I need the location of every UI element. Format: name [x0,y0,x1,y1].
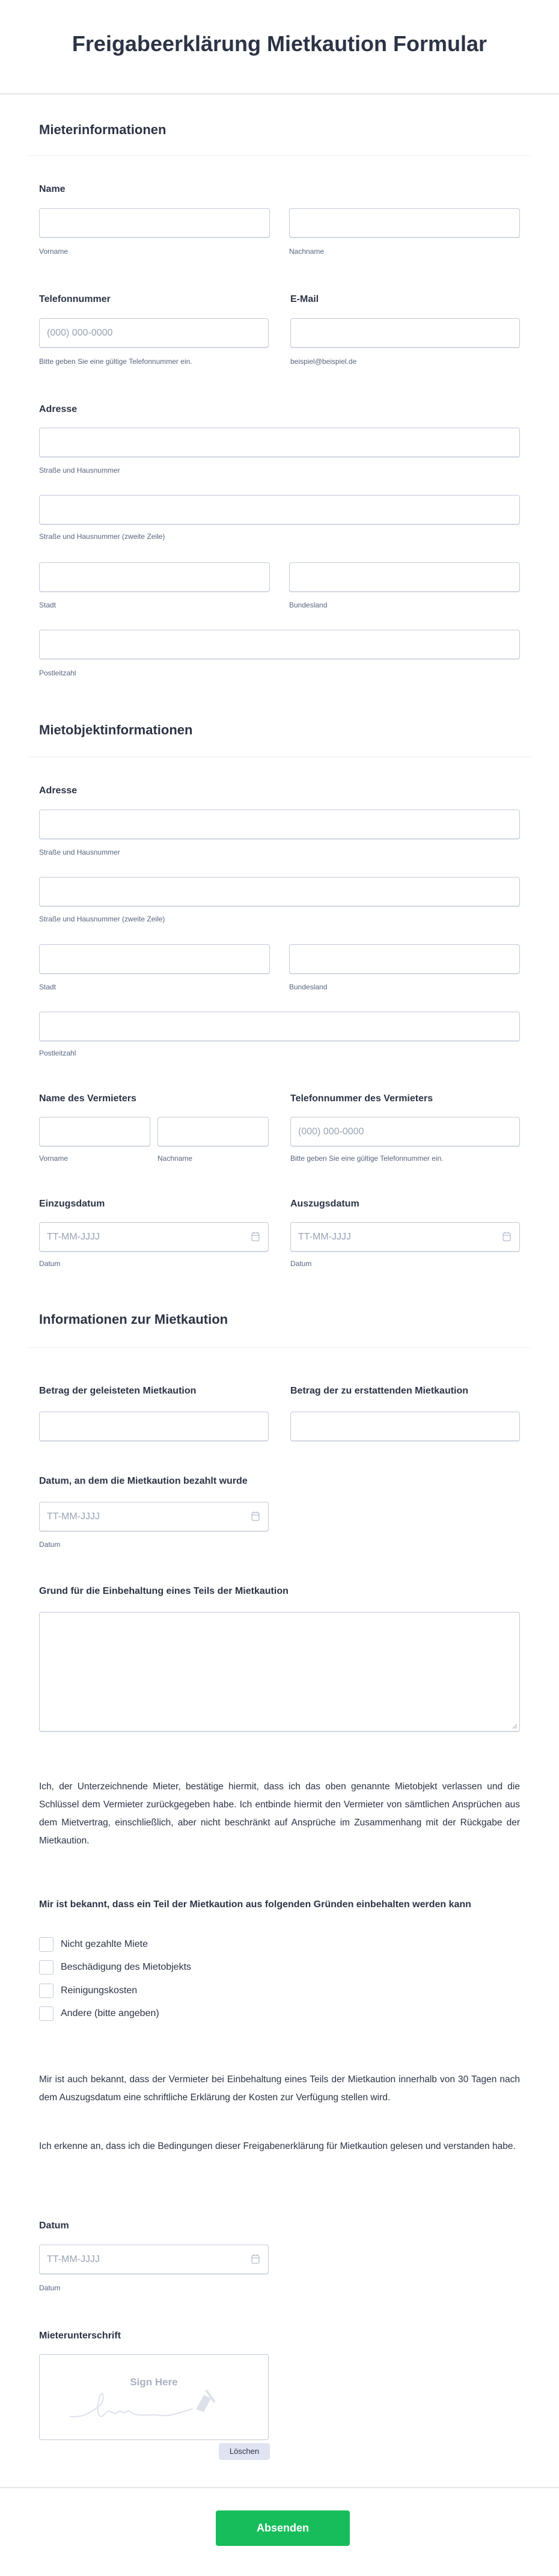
landlord-phone-label: Telefonnummer des Vermieters [290,1093,433,1104]
calendar-icon[interactable] [251,2254,260,2264]
landlord-name-label: Name des Vermieters [39,1093,136,1104]
checkbox-damage[interactable] [39,1960,53,1975]
deposit-refund-label: Betrag der zu erstattenden Mietkaution [290,1386,469,1396]
email-input[interactable] [290,318,520,348]
last-name-input[interactable] [289,208,520,238]
landlord-last-sublabel: Nachname [157,1154,193,1163]
property-city-sublabel: Stadt [39,983,57,991]
first-name-sublabel: Vorname [39,247,69,256]
phone-label: Telefonnummer [39,294,111,304]
zip-input[interactable] [39,630,520,659]
landlord-first-sublabel: Vorname [39,1154,69,1163]
address-label: Adresse [39,404,78,414]
signature-date-sublabel: Datum [39,2284,61,2292]
property-zip-input[interactable] [39,1012,520,1041]
street2-sublabel: Straße und Hausnummer (zweite Zeile) [39,532,165,541]
landlord-phone-hint: Bitte geben Sie eine gültige Telefonnummer ein. [290,1154,444,1163]
date-placeholder: TT-MM-JJJJ [47,1511,100,1522]
moveout-date-input[interactable] [290,1222,520,1252]
footer-divider [0,2487,559,2488]
calendar-icon[interactable] [251,1231,260,1242]
property-city-input[interactable] [39,944,270,974]
submit-button[interactable]: Absenden [216,2510,350,2546]
calendar-icon[interactable] [251,1511,260,1522]
form-title: Freigabeerklärung Mietkaution Formular [72,31,487,56]
email-label: E-Mail [290,294,319,304]
property-street-input[interactable] [39,810,520,839]
paid-date-label: Datum, an dem die Mietkaution bezahlt wurde [39,1476,248,1486]
signature-label: Mieterunterschrift [39,2331,121,2341]
section-heading-deposit: Informationen zur Mietkaution [39,1312,228,1327]
movein-label: Einzugsdatum [39,1199,105,1209]
sign-here-text: Sign Here [130,2376,178,2388]
resize-handle-icon[interactable] [512,1724,518,1729]
landlord-last-name-input[interactable] [157,1117,269,1146]
checkbox-other[interactable] [39,2006,53,2021]
signature-pad[interactable] [39,2354,269,2440]
street2-input[interactable] [39,495,520,524]
deposit-paid-input[interactable] [39,1412,269,1441]
date-placeholder: TT-MM-JJJJ [47,2254,100,2264]
checkbox-label: Nicht gezahlte Miete [61,1939,148,1949]
last-name-sublabel: Nachname [289,247,325,256]
reason-label: Grund für die Einbehaltung eines Teils der Mietkaution [39,1586,289,1596]
checkbox-label: Andere (bitte angeben) [61,2008,159,2018]
signature-date-input[interactable] [39,2245,269,2274]
deposit-paid-label: Betrag der geleisteten Mietkaution [39,1386,197,1396]
landlord-first-name-input[interactable] [39,1117,150,1146]
reason-textarea[interactable] [39,1612,520,1732]
checkbox-unpaid-rent[interactable] [39,1937,53,1952]
checkbox-cleaning[interactable] [39,1984,53,1998]
phone-input[interactable]: (000) 000-0000 [39,318,269,348]
street-sublabel: Straße und Hausnummer [39,466,120,475]
paid-date-input[interactable] [39,1502,269,1531]
moveout-label: Auszugsdatum [290,1199,359,1209]
zip-sublabel: Postleitzahl [39,669,76,677]
section-heading-tenant: Mieterinformationen [39,122,166,137]
property-address-label: Adresse [39,785,78,796]
property-street-sublabel: Straße und Hausnummer [39,848,120,856]
moveout-sublabel: Datum [290,1259,312,1268]
notice-statement: Mir ist auch bekannt, dass der Vermieter bei Einbehaltung eines Teils der Mietkaution innerhalb von 30 Tagen nach dem Auszugsdatum eine schriftliche Erklärung der Kosten zur Verfügung stellen wird. [39,2074,520,2103]
checkbox-label: Reinigungskosten [61,1985,138,1996]
phone-hint: Bitte geben Sie eine gültige Telefonnummer ein. [39,357,192,366]
property-zip-sublabel: Postleitzahl [39,1049,76,1057]
street-input[interactable] [39,428,520,457]
movein-date-input[interactable] [39,1222,269,1252]
property-state-sublabel: Bundesland [289,983,328,991]
calendar-icon[interactable] [502,1231,511,1242]
reasons-question: Mir ist bekannt, dass ein Teil der Mietkaution aus folgenden Gründen einbehalten werden kann [39,1899,471,1910]
movein-sublabel: Datum [39,1259,61,1268]
date-label: Datum [39,2221,69,2231]
section-divider [28,1347,531,1348]
header-divider [0,93,559,94]
city-input[interactable] [39,562,270,592]
deposit-refund-input[interactable] [290,1412,520,1441]
section-divider [28,155,531,156]
landlord-phone-input[interactable]: (000) 000-0000 [290,1117,520,1146]
release-statement: Ich, der Unterzeichnende Mieter, bestätige hiermit, dass ich das oben genannte Mietobjekt verlassen und die Schlüssel dem Vermieter zurückgegeben habe. Ich entbinde hiermit den Vermieter von sämtlichen Ansprüchen aus dem Mietvertrag, einschließlich, aber nicht beschränkt auf Ansprüche im Zusammenhang mit der Rückgabe der Mietkaution. [39,1781,520,1846]
name-label: Name [39,184,66,194]
date-placeholder: TT-MM-JJJJ [298,1232,351,1242]
acknowledgement-statement: Ich erkenne an, dass ich die Bedingungen dieser Freigabenerklärung für Mietkaution gelesen und verstanden habe. [39,2141,516,2151]
state-input[interactable] [289,562,520,592]
property-street2-sublabel: Straße und Hausnummer (zweite Zeile) [39,915,165,923]
property-state-input[interactable] [289,944,520,974]
paid-date-sublabel: Datum [39,1540,61,1549]
state-sublabel: Bundesland [289,601,328,609]
city-sublabel: Stadt [39,601,57,609]
section-heading-property: Mietobjektinformationen [39,722,193,737]
date-placeholder: TT-MM-JJJJ [47,1232,100,1242]
clear-signature-button[interactable]: Löschen [219,2443,270,2460]
first-name-input[interactable] [39,208,270,238]
checkbox-label: Beschädigung des Mietobjekts [61,1962,192,1972]
property-street2-input[interactable] [39,877,520,906]
signature-pen-icon [67,2382,241,2424]
email-hint: beispiel@beispiel.de [290,357,357,366]
